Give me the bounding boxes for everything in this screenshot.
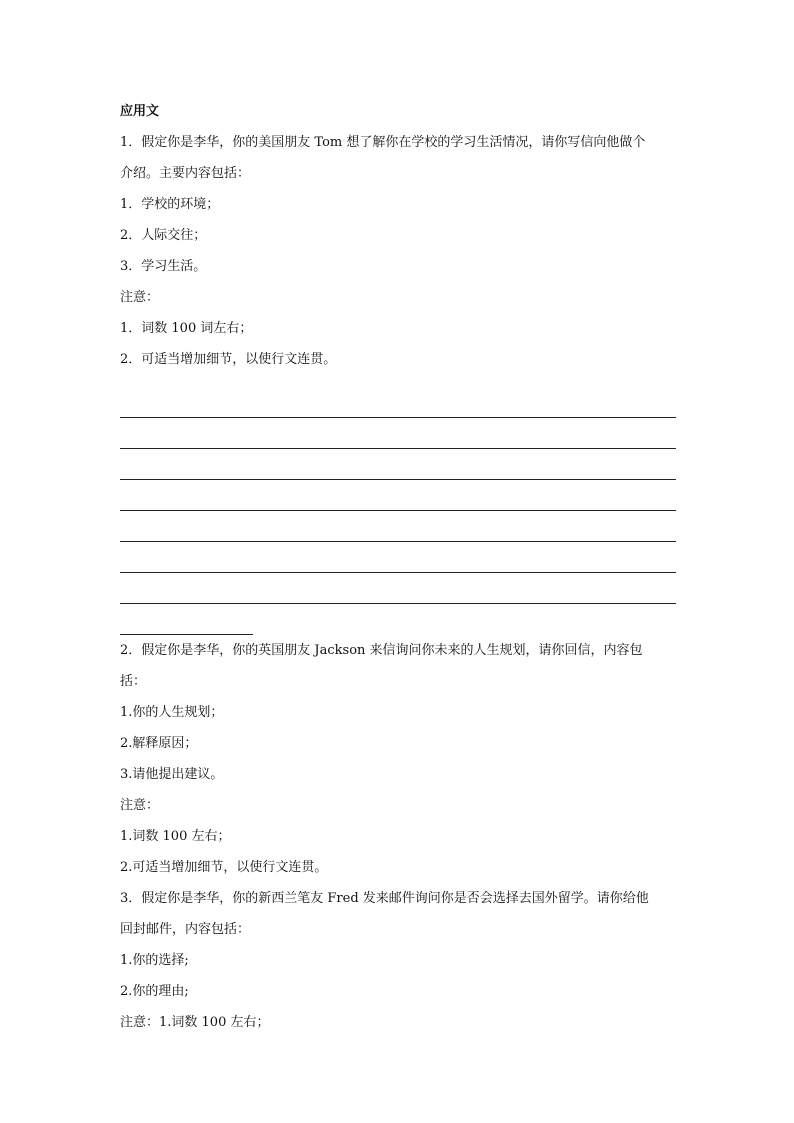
answer-line[interactable]: [120, 449, 676, 480]
answer-line[interactable]: [120, 542, 676, 573]
q2-line-2: 括：: [120, 674, 147, 689]
answer-line[interactable]: [120, 511, 676, 542]
answer-line[interactable]: [120, 573, 676, 604]
answer-line[interactable]: [120, 418, 676, 449]
q2-notes-label: 注意：: [120, 798, 160, 813]
q3-line-1: 3．假定你是李华，你的新西兰笔友 Fred 发来邮件询问你是否会选择去国外留学。请你给他: [120, 891, 649, 906]
q2-point-1: 1.你的人生规划；: [120, 705, 224, 720]
q1-line-2: 介绍。主要内容包括：: [120, 166, 251, 181]
answer-line[interactable]: [120, 480, 676, 511]
q1-note-2: 2．可适当增加细节，以使行文连贯。: [120, 352, 337, 367]
q3-point-1: 1.你的选择;: [120, 953, 189, 968]
q2-line-1: 2．假定你是李华，你的英国朋友 Jackson 来信询问你未来的人生规划，请你回信，内容包: [120, 643, 643, 658]
q2-note-2: 2.可适当增加细节，以使行文连贯。: [120, 860, 328, 875]
q1-note-1: 1．词数 100 词左右；: [120, 321, 253, 336]
q1-point-1: 1．学校的环境；: [120, 197, 220, 212]
answer-lines: [120, 387, 676, 635]
q1-line-1: 1．假定你是李华，你的美国朋友 Tom 想了解你在学校的学习生活情况，请你写信向他做个: [120, 135, 646, 150]
q1-point-3: 3．学习生活。: [120, 259, 207, 274]
document-content: [120, 96, 676, 1038]
q2-point-3: 3.请他提出建议。: [120, 767, 224, 782]
answer-line[interactable]: [120, 387, 676, 418]
q1-point-2: 2．人际交往；: [120, 228, 207, 243]
q3-notes-line: 注意：1.词数 100 左右；: [120, 1015, 270, 1030]
q2-point-2: 2.解释原因；: [120, 736, 198, 751]
q3-line-2: 回封邮件，内容包括：: [120, 922, 251, 937]
q3-point-2: 2.你的理由;: [120, 984, 189, 999]
q2-note-1: 1.词数 100 左右；: [120, 829, 231, 844]
q1-notes-label: 注意：: [120, 290, 160, 305]
answer-line-short[interactable]: [120, 634, 253, 635]
section-title: 应用文: [120, 104, 160, 119]
answer-line-short-wrap: [120, 604, 676, 635]
